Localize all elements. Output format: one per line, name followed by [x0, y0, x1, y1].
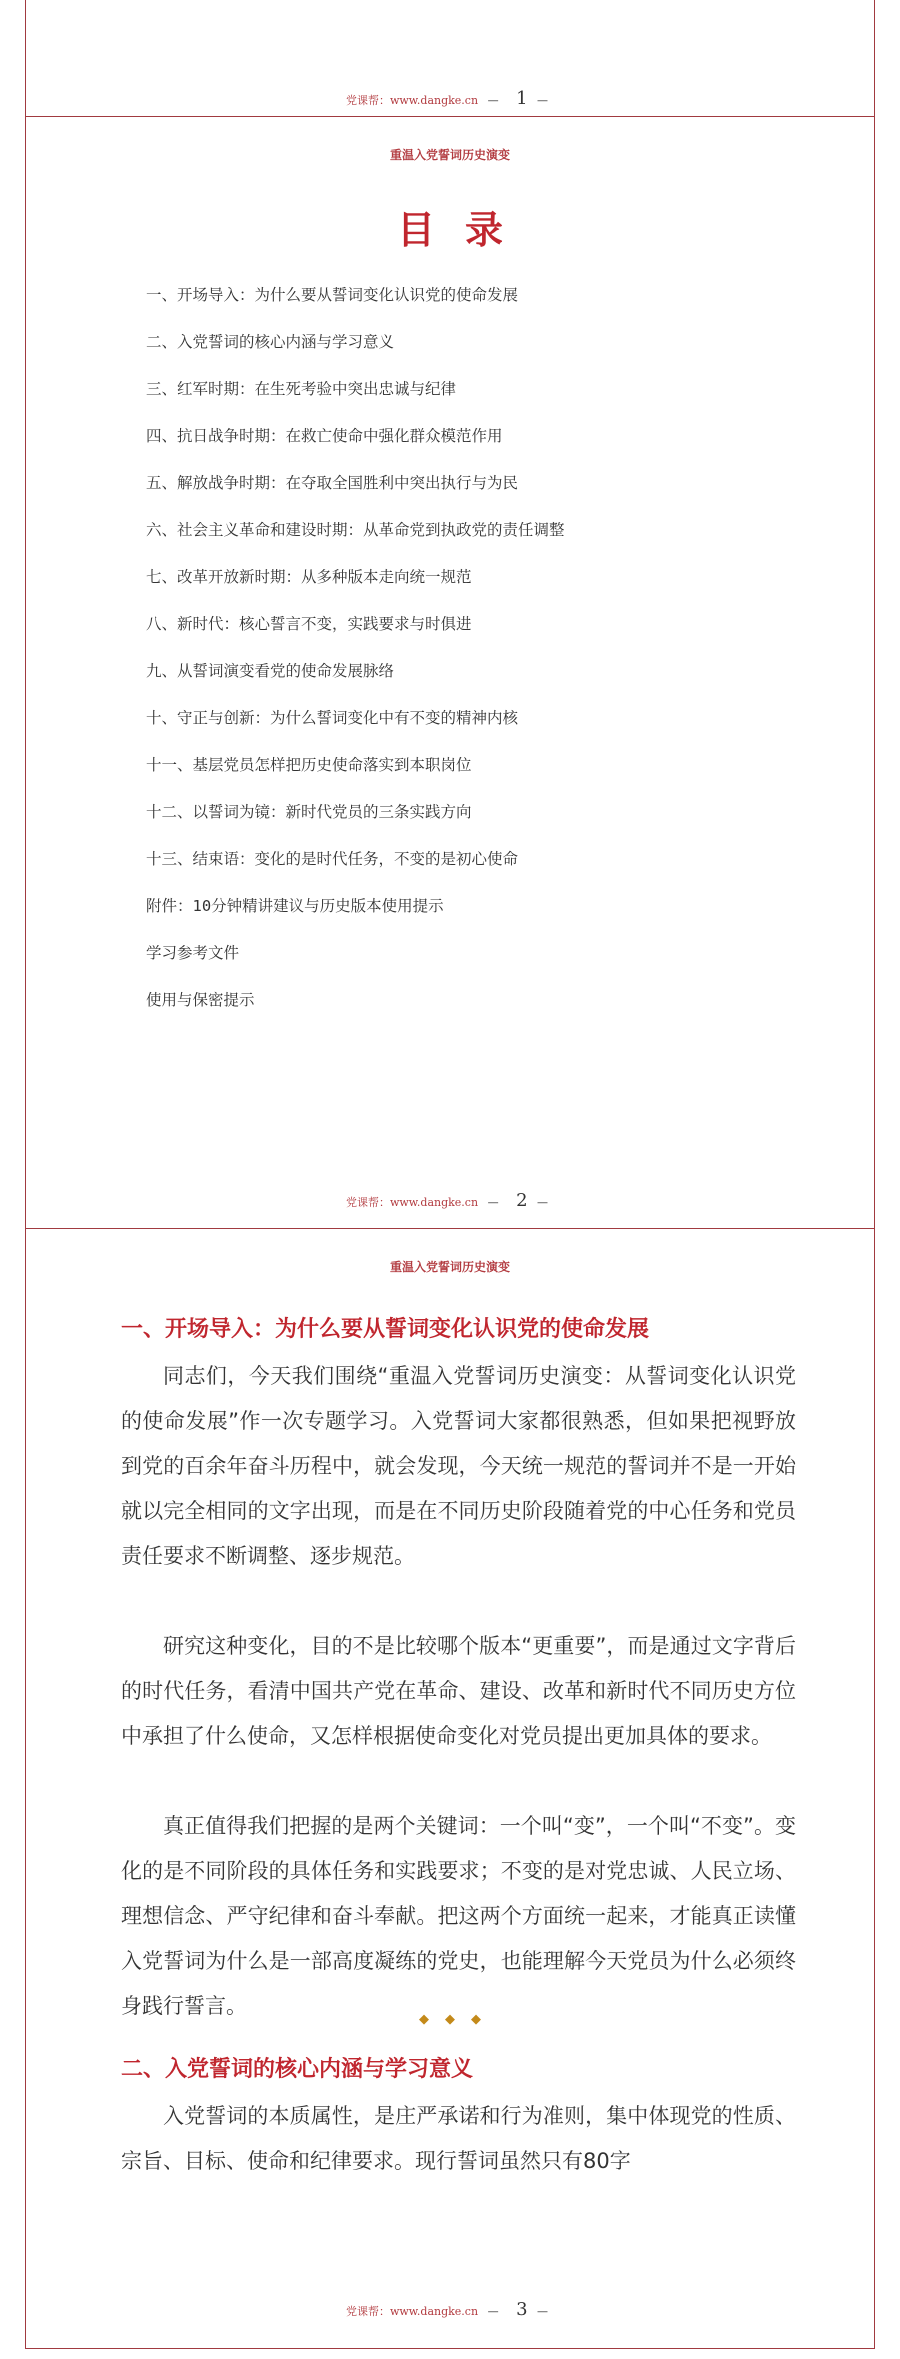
- toc-item[interactable]: 学习参考文件: [146, 944, 240, 962]
- body-paragraph: 同志们，今天我们围绕“重温入党誓词历史演变：从誓词变化认识党的使命发展”作一次专题学习。入党誓词大家都很熟悉，但如果把视野放到党的百余年奋斗历程中，就会发现，今天统一规范的誓词并不是一开始就以完全相同的文字出现，而是在不同历史阶段随着党的中心任务和党员责任要求不断调整、逐步规范。: [121, 1364, 796, 1568]
- footer-site: 党课帮：www.dangke.cn: [345, 2305, 479, 2318]
- footer-site: 党课帮：www.dangke.cn: [345, 94, 479, 107]
- page-2-toc: [25, 117, 875, 1238]
- footer-dash: —: [487, 1196, 499, 1209]
- body-paragraph: 研究这种变化，目的不是比较哪个版本“更重要”，而是通过文字背后的时代任务，看清中国共产党在革命、建设、改革和新时代不同历史方位中承担了什么使命，又怎样根据使命变化对党员提出更加具体的要求。: [121, 1634, 796, 1748]
- toc-item[interactable]: 九、从誓词演变看党的使命发展脉络: [146, 662, 395, 680]
- running-header: 重温入党誓词历史演变: [389, 148, 510, 162]
- toc-item[interactable]: 十、守正与创新：为什么誓词变化中有不变的精神内核: [146, 709, 519, 727]
- toc-item[interactable]: 四、抗日战争时期：在救亡使命中强化群众模范作用: [146, 427, 503, 445]
- toc-item[interactable]: 五、解放战争时期：在夺取全国胜利中突出执行与为民: [146, 474, 519, 492]
- toc-item[interactable]: 二、入党誓词的核心内涵与学习意义: [146, 333, 395, 351]
- page-footer: [26, 1190, 874, 1211]
- section-heading: 二、入党誓词的核心内涵与学习意义: [121, 2057, 474, 2082]
- footer-dash: —: [487, 2305, 499, 2318]
- footer-dash: —: [487, 94, 499, 107]
- toc-item[interactable]: 附件：10分钟精讲建议与历史版本使用提示: [146, 897, 444, 915]
- page-footer: [26, 88, 874, 109]
- toc-item[interactable]: 八、新时代：核心誓言不变，实践要求与时俱进: [146, 615, 472, 633]
- footer-dash: —: [537, 94, 549, 107]
- body-paragraph: 入党誓词的本质属性，是庄严承诺和行为准则，集中体现党的性质、宗旨、目标、使命和纪律要求。现行誓词虽然只有80字: [121, 2104, 796, 2173]
- toc-item[interactable]: 十二、以誓词为镜：新时代党员的三条实践方向: [146, 803, 472, 821]
- page-number: 2: [516, 1190, 528, 1211]
- footer-dash: —: [537, 1196, 549, 1209]
- page-3-body: [25, 1229, 875, 2349]
- toc-list: [146, 272, 565, 1024]
- page-number: 1: [516, 88, 528, 109]
- page-number: 3: [516, 2299, 528, 2320]
- toc-title: 目录: [396, 208, 533, 252]
- footer-site: 党课帮：www.dangke.cn: [345, 1196, 479, 1209]
- section-divider-diamonds: ◆◆◆: [419, 2012, 497, 2027]
- footer-dash: —: [537, 2305, 549, 2318]
- toc-item[interactable]: 十一、基层党员怎样把历史使命落实到本职岗位: [146, 756, 472, 774]
- section-heading: 一、开场导入：为什么要从誓词变化认识党的使命发展: [121, 1317, 650, 1342]
- toc-item[interactable]: 一、开场导入：为什么要从誓词变化认识党的使命发展: [146, 286, 519, 304]
- toc-item[interactable]: 使用与保密提示: [146, 991, 255, 1009]
- page-footer: [26, 2299, 874, 2320]
- body-paragraph: 真正值得我们把握的是两个关键词：一个叫“变”，一个叫“不变”。变化的是不同阶段的具体任务和实践要求；不变的是对党忠诚、人民立场、理想信念、严守纪律和奋斗奉献。把这两个方面统一起来，才能真正读懂入党誓词为什么是一部高度凝练的党史，也能理解今天党员为什么必须终身践行誓言。: [121, 1814, 796, 2018]
- toc-item[interactable]: 三、红军时期：在生死考验中突出忠诚与纪律: [146, 380, 457, 398]
- toc-item[interactable]: 六、社会主义革命和建设时期：从革命党到执政党的责任调整: [146, 521, 565, 539]
- running-header: 重温入党誓词历史演变: [389, 1260, 510, 1274]
- toc-item[interactable]: 七、改革开放新时期：从多种版本走向统一规范: [146, 568, 472, 586]
- toc-item[interactable]: 十三、结束语：变化的是时代任务，不变的是初心使命: [146, 850, 519, 868]
